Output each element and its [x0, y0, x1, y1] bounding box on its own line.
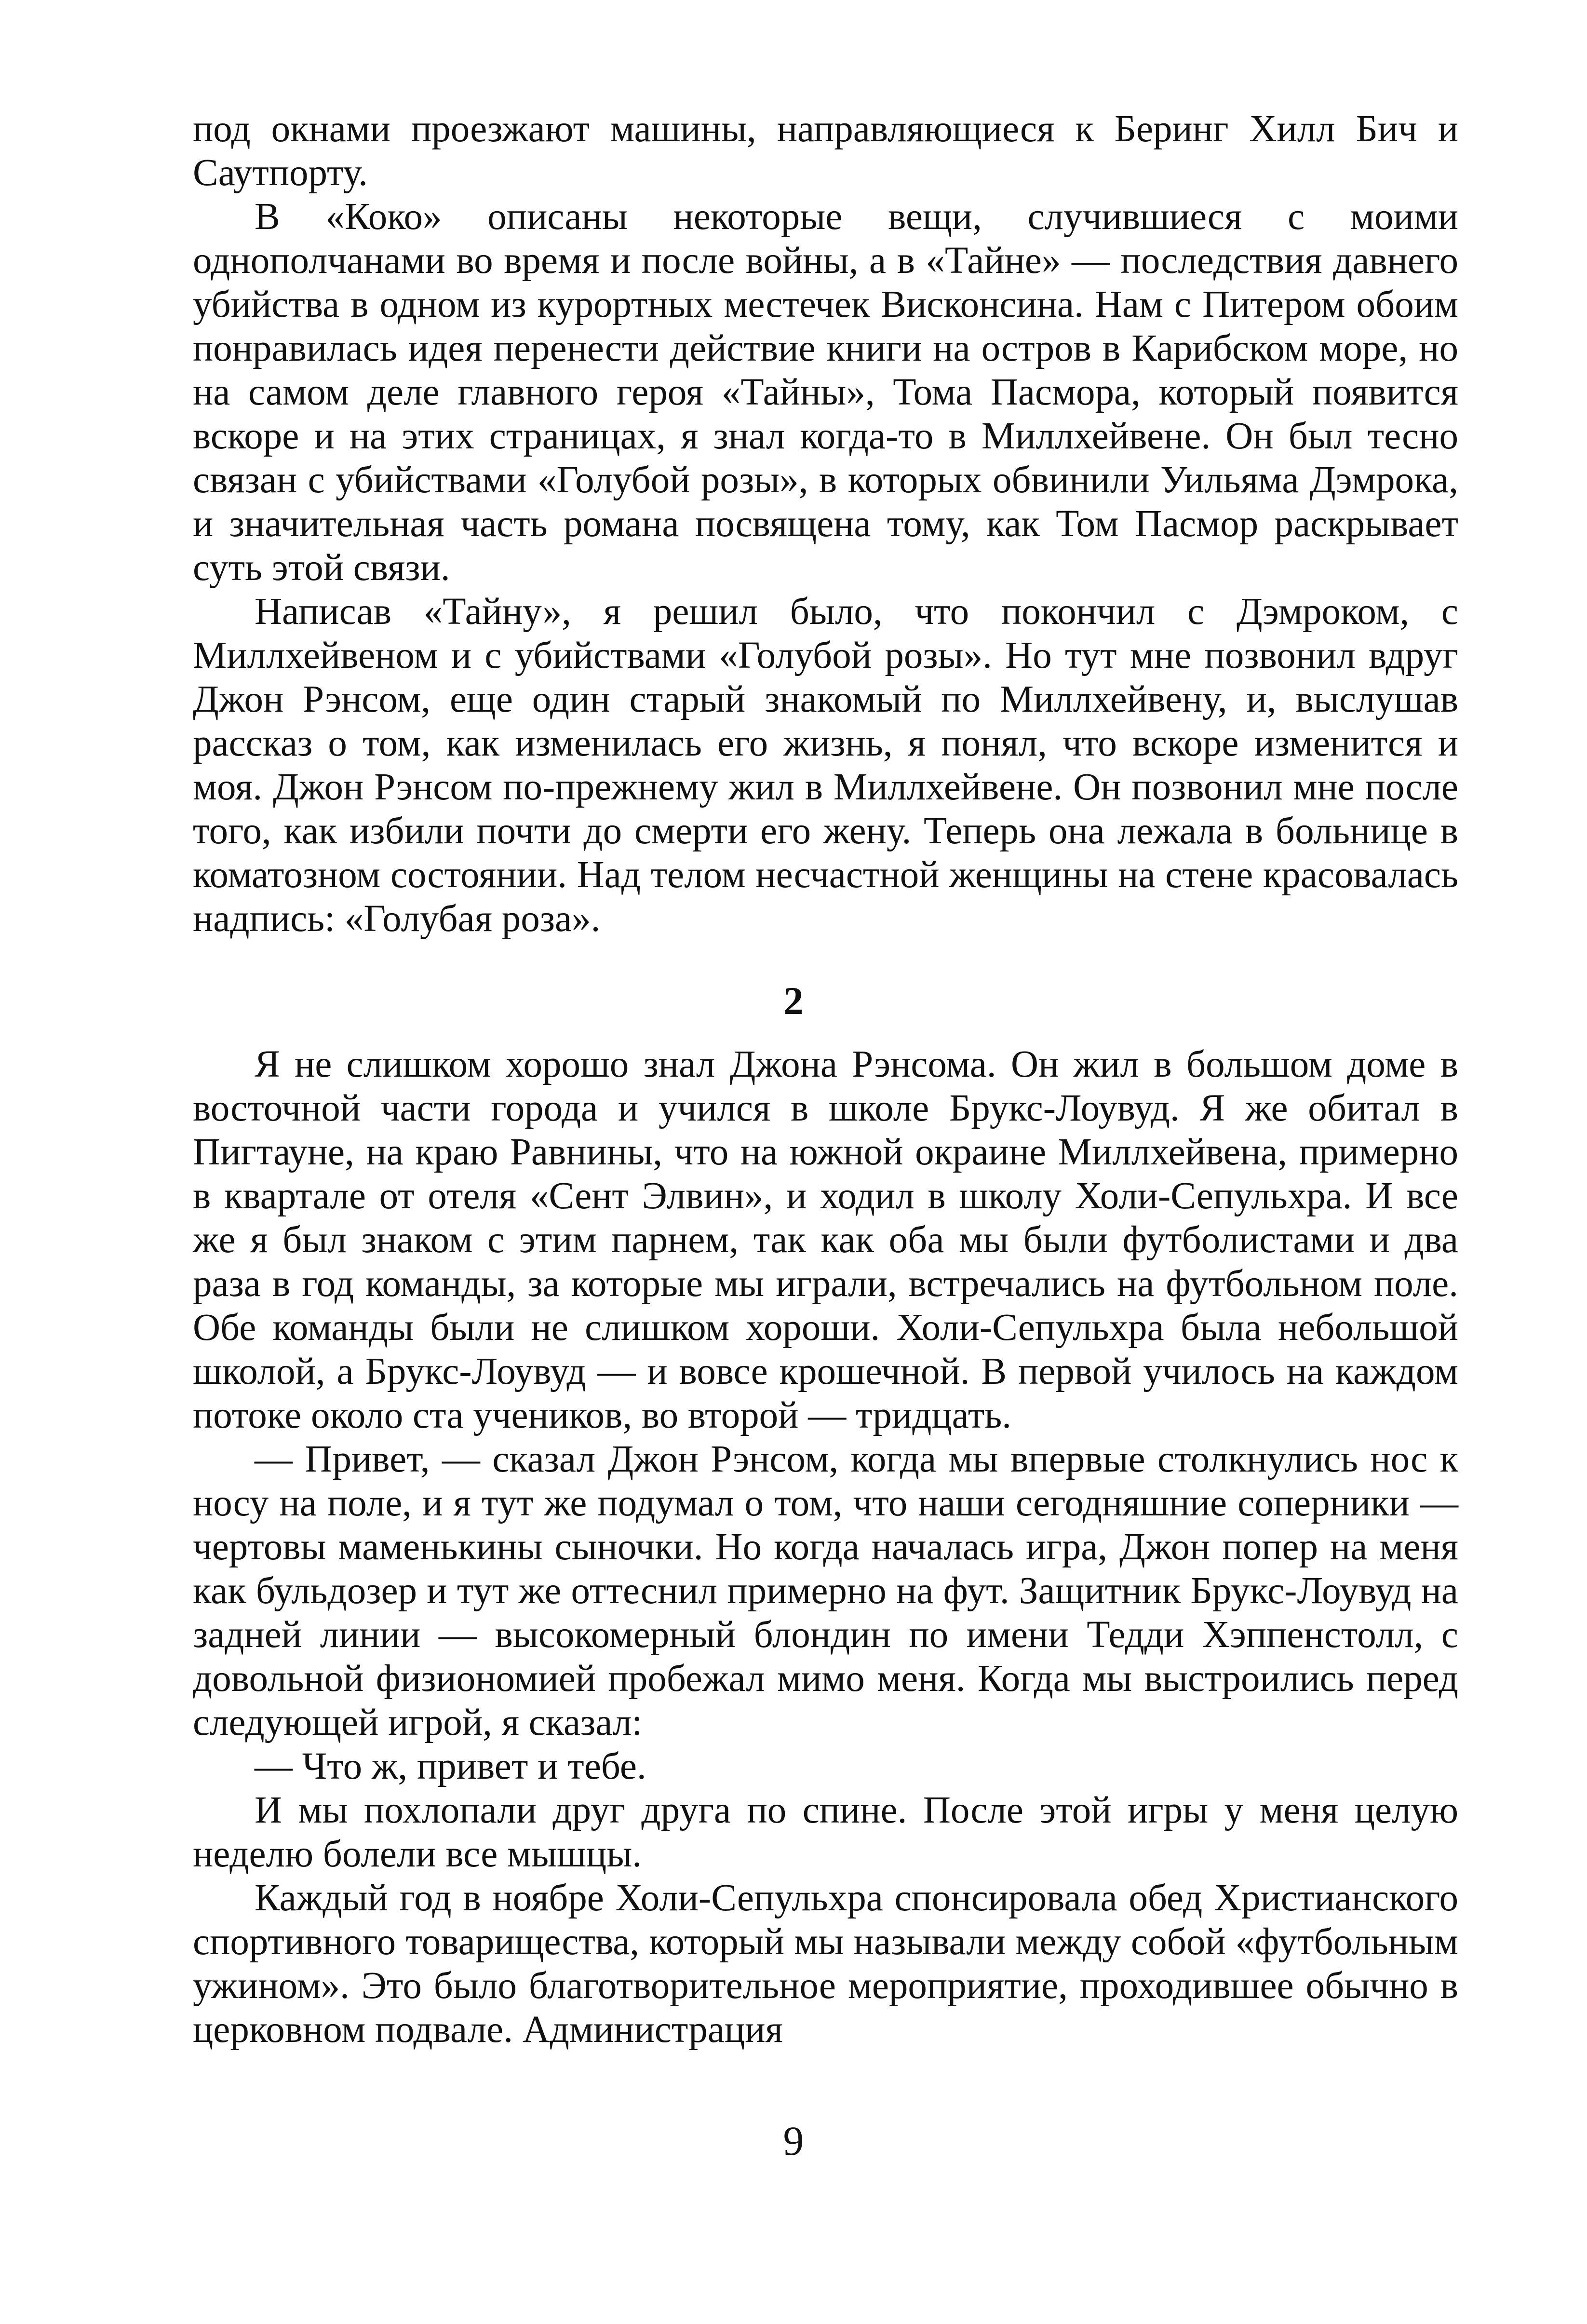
paragraph: В «Коко» описаны некоторые вещи, случившиеся с моими однополчанами во время и после войны, а в «Тайне» — последствия давнего убийства в одном из курортных местечек Висконсина. Нам с Питером обоим понравилась идея перенести действие книги на остров в Карибском море, но на самом деле главного героя «Тайны», Тома Пасмора, который появится вскоре и на этих страницах, я знал когда-то в Миллхейвене. Он был тесно связан с убийствами «Голубой розы», в которых обвинили Уильяма Дэмрока, и значительная часть романа посвящена тому, как Том Пасмор раскрывает суть этой связи.: [193, 196, 1458, 589]
paragraph: под окнами проезжают машины, направляющиеся к Беринг Хилл Бич и Саутпорту.: [193, 108, 1458, 194]
page-number: 9: [783, 2118, 804, 2164]
paragraph: И мы похлопали друг друга по спине. После этой игры у меня целую неделю болели все мышцы.: [193, 1789, 1458, 1875]
text-block-bottom: [193, 1042, 1458, 2052]
paragraph: Я не слишком хорошо знал Джона Рэнсома. Он жил в большом доме в восточной части города и учился в школе Брукс-Лоувуд. Я же обитал в Пигтауне, на краю Равнины, что на южной окраине Миллхейвена, примерно в квартале от отеля «Сент Элвин», и ходил в школу Холи-Сепульхра. И все же я был знаком с этим парнем, так как оба мы были футболистами и два раза в год команды, за которые мы играли, встречались на футбольном поле. Обе команды были не слишком хороши. Холи-Сепульхра была небольшой школой, а Брукс-Лоувуд — и вовсе крошечной. В первой училось на каждом потоке около ста учеников, во второй — тридцать.: [193, 1043, 1458, 1436]
paragraph: — Что ж, привет и тебе.: [255, 1745, 646, 1787]
paragraph: Каждый год в ноябре Холи-Сепульхра спонсировала обед Христианского спортивного товарищества, который мы называли между собой «футбольным ужином». Это было благотворительное мероприятие, проходившее обычно в церковном подвале. Администрация: [193, 1877, 1458, 2051]
paragraph: Написав «Тайну», я решил было, что покончил с Дэмроком, с Миллхейвеном и с убийствами «Голубой розы». Но тут мне позвонил вдруг Джон Рэнсом, еще один старый знакомый по Миллхейвену, и, выслушав рассказ о том, как изменилась его жизнь, я понял, что вскоре изменится и моя. Джон Рэнсом по-прежнему жил в Миллхейвене. Он позвонил мне после того, как избили почти до смерти его жену. Теперь она лежала в больнице в коматозном состоянии. Над телом несчастной женщины на стене красовалась надпись: «Голубая роза».: [193, 591, 1458, 940]
text-block-top: [193, 107, 1458, 941]
paragraph: — Привет, — сказал Джон Рэнсом, когда мы впервые столкнулись нос к носу на поле, и я тут же подумал о том, что наши сегодняшние соперники — чертовы маменькины сыночки. Но когда началась игра, Джон попер на меня как бульдозер и тут же оттеснил примерно на фут. Защитник Брукс-Лоувуд на задней линии — высокомерный блондин по имени Тедди Хэппенстолл, с довольной физиономией пробежал мимо меня. Когда мы выстроились перед следующей игрой, я сказал:: [193, 1438, 1458, 1743]
section-number: 2: [783, 979, 804, 1023]
